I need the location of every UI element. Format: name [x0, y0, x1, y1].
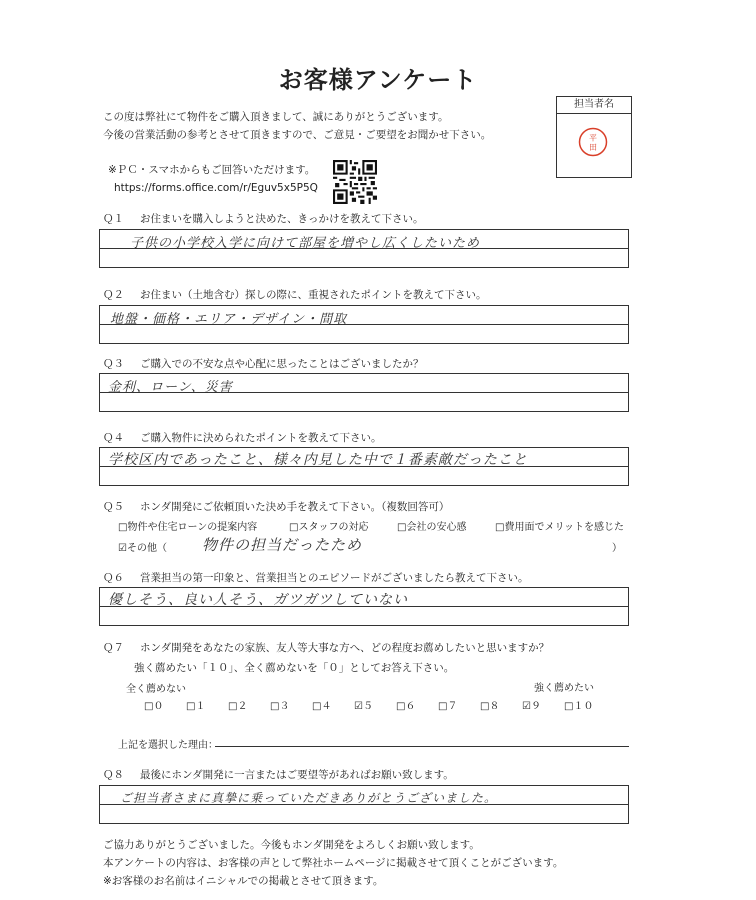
q7-question: ホンダ開発をあなたの家族、友人等大事な方へ、どの程度お薦めしたいと思いますか？	[140, 642, 550, 654]
q1-number: Ｑ１	[103, 213, 124, 225]
q8-question: 最後にホンダ開発に一言またはご要望等があればお願い致します。	[140, 769, 454, 781]
page-title: お客様アンケート	[278, 66, 478, 94]
staff-label: 担当者名	[557, 97, 631, 114]
intro-line-2: 今後の営業活動の参考とさせて頂きますので、ご意見・ご要望をお聞かせ下さい。	[103, 129, 492, 141]
q7-reason-label: 上記を選択した理由：	[118, 740, 218, 751]
q5-option-company[interactable]: □会社の安心感	[397, 522, 467, 533]
online-url[interactable]: https://forms.office.com/r/Eguv5x5P5Q	[114, 182, 318, 194]
footer-publish-note: 本アンケートの内容は、お客様の声として弊社ホームページに掲載させて頂くことがございます。	[103, 857, 564, 869]
q5-number: Ｑ５	[103, 501, 124, 513]
q7-number: Ｑ７	[103, 642, 124, 654]
q2-question: お住まい（土地含む）探しの際に、重視されたポイントを教えて下さい。	[140, 289, 487, 301]
q4-answer: 学校区内であったこと、様々内見した中で１番素敵だったこと	[108, 452, 528, 468]
q7-score-3[interactable]: □３	[270, 701, 290, 712]
q7-score-0[interactable]: □０	[144, 701, 164, 712]
q4-number: Ｑ４	[103, 432, 124, 444]
q7-score-6[interactable]: □６	[396, 701, 416, 712]
personal-seal-icon	[578, 127, 608, 157]
footer-initial-note: ※お客様のお名前はイニシャルでの掲載とさせて頂きます。	[103, 875, 384, 887]
q6-answer-box[interactable]	[99, 587, 629, 626]
q4-answer-box[interactable]	[99, 447, 629, 486]
q7-score-8[interactable]: □８	[480, 701, 500, 712]
q7-score-4[interactable]: □４	[312, 701, 332, 712]
q3-question: ご購入での不安な点や心配に思ったことはございましたか？	[140, 358, 424, 370]
intro-line-1: この度は弊社にて物件をご購入頂きまして、誠にありがとうございます。	[103, 111, 449, 123]
q7-score-10[interactable]: □１０	[564, 701, 594, 712]
q6-answer: 優しそう、良い人そう、ガツガツしていない	[108, 592, 408, 608]
q8-answer-box[interactable]	[99, 785, 629, 824]
online-note: ※ＰＣ・スマホからもご回答いただけます。	[108, 164, 316, 176]
q3-answer-box[interactable]	[99, 373, 629, 412]
svg-text:平: 平	[589, 133, 597, 143]
qr-code-icon[interactable]	[333, 160, 377, 204]
q7-subtext: 強く薦めたい「１０」、全く薦めないを「０」としてお答え下さい。	[134, 662, 455, 674]
q2-answer-box[interactable]	[99, 305, 629, 344]
svg-text:田: 田	[589, 143, 597, 152]
q7-score-2[interactable]: □２	[228, 701, 248, 712]
q5-other-answer: 物件の担当だったため	[202, 536, 363, 554]
q1-answer-box[interactable]	[99, 229, 629, 268]
q7-high-label: 強く薦めたい	[534, 683, 594, 694]
q5-option-staff[interactable]: □スタッフの対応	[289, 522, 369, 533]
q5-option-other[interactable]: ☑その他（	[118, 543, 167, 554]
q7-score-1[interactable]: □１	[186, 701, 206, 712]
q7-reason-line[interactable]	[215, 746, 629, 747]
q5-question: ホンダ開発にご依頼頂いた決め手を教えて下さい。（複数回答可）	[140, 501, 450, 513]
footer-thanks: ご協力ありがとうございました。今後もホンダ開発をよろしくお願い致します。	[103, 839, 480, 851]
q7-score-9[interactable]: ☑９	[522, 701, 541, 712]
q8-answer: ご担当者さまに真摯に乗っていただきありがとうございました。	[120, 791, 498, 805]
q5-option-cost[interactable]: □費用面でメリットを感じた	[495, 522, 625, 533]
q3-answer: 金利、ローン、災害	[108, 380, 233, 395]
q3-number: Ｑ３	[103, 358, 124, 370]
q2-answer: 地盤・価格・エリア・デザイン・間取	[110, 312, 348, 327]
q4-question: ご購入物件に決められたポイントを教えて下さい。	[140, 432, 382, 444]
q2-number: Ｑ２	[103, 289, 124, 301]
staff-stamp-box	[556, 96, 632, 178]
q1-answer: 子供の小学校入学に向けて部屋を増やし広くしたいため	[130, 236, 481, 251]
q6-question: 営業担当の第一印象と、営業担当とのエピソードがございましたら教えて下さい。	[140, 572, 529, 584]
q7-score-5[interactable]: ☑５	[354, 701, 373, 712]
q5-other-close: ）	[612, 543, 622, 554]
q1-question: お住まいを購入しようと決めた、きっかけを教えて下さい。	[140, 213, 424, 225]
q6-number: Ｑ６	[103, 572, 124, 584]
q7-score-7[interactable]: □７	[438, 701, 458, 712]
q7-low-label: 全く薦めない	[126, 684, 186, 695]
q8-number: Ｑ８	[103, 769, 124, 781]
q5-option-proposal[interactable]: □物件や住宅ローンの提案内容	[118, 522, 258, 533]
